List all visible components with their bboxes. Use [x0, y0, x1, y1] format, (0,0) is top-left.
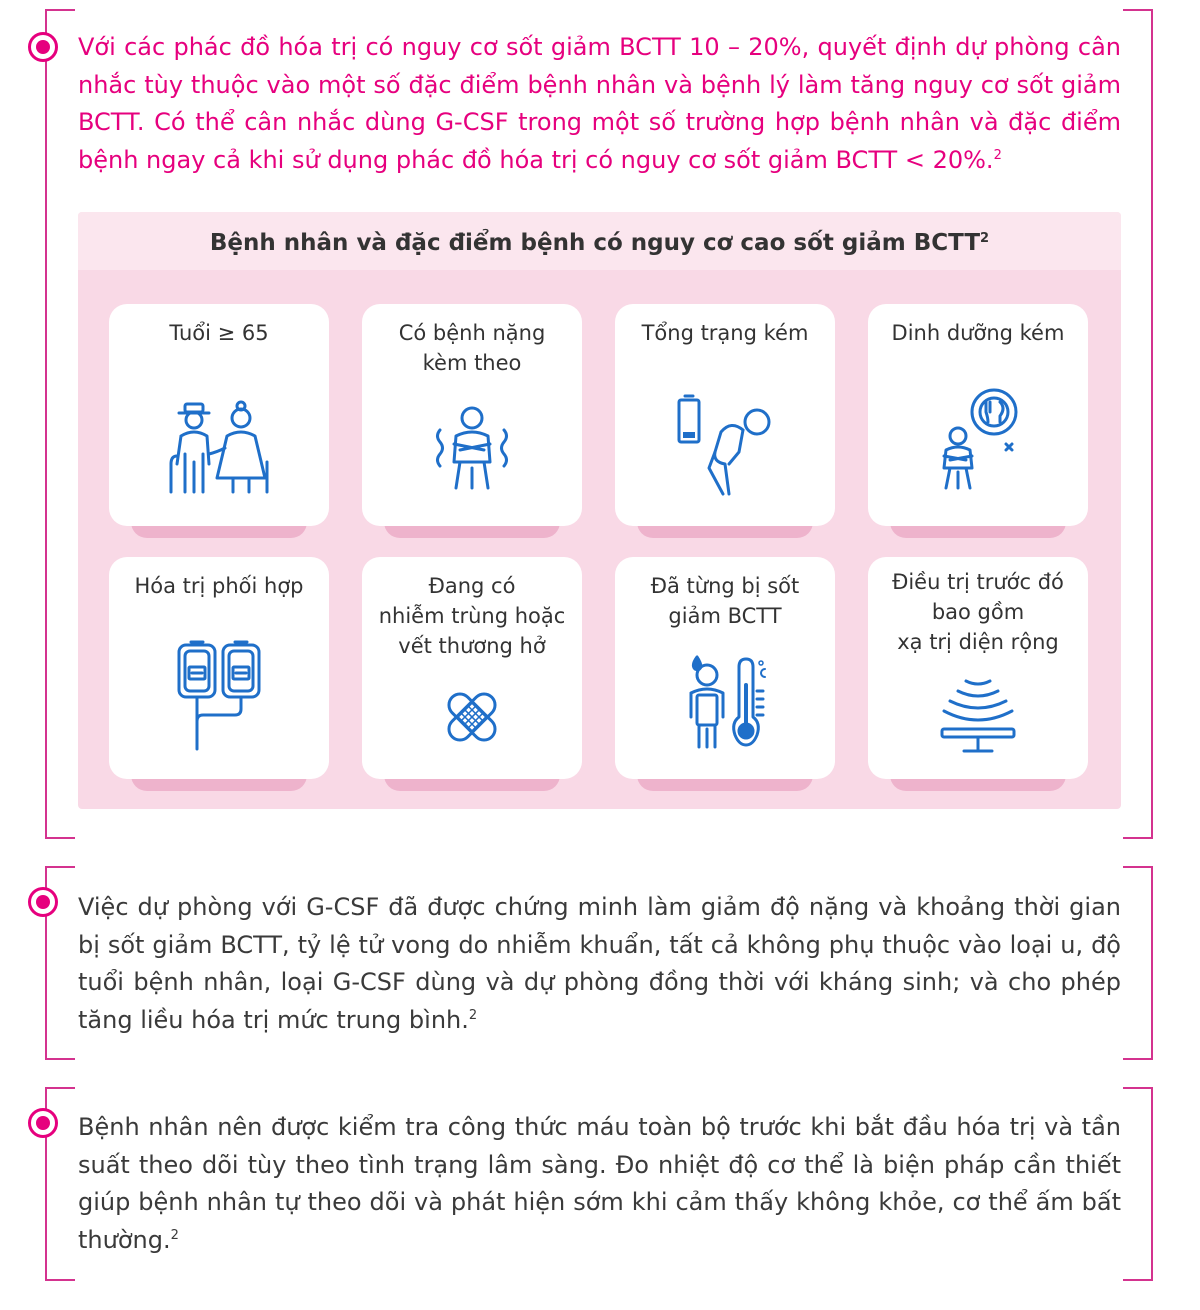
bullet-icon [28, 887, 58, 917]
reference-marker: 2 [170, 1227, 179, 1243]
risk-card-label: Đang có nhiễm trùng hoặc vết thương hở [378, 574, 566, 658]
risk-card-label: Tổng trạng kém [641, 321, 809, 345]
risk-card-infection [362, 557, 582, 779]
elderly-couple-icon [163, 396, 275, 496]
risk-card-label: Dinh dưỡng kém [891, 321, 1065, 345]
fever-thermometer-icon [681, 655, 769, 751]
risk-card-performance [615, 304, 835, 526]
risk-card-previous-fn [615, 557, 835, 779]
empty-plate-icon [936, 388, 1020, 492]
bandage-icon [442, 687, 502, 747]
risk-card-nutrition [868, 304, 1088, 526]
iv-bags-icon [177, 639, 261, 751]
reference-marker: 2 [993, 147, 1002, 163]
info-section-2 [45, 866, 1153, 1060]
shivering-person-icon [432, 404, 512, 494]
bullet-icon [28, 32, 58, 62]
risk-card-combo-chemo [109, 557, 329, 779]
low-battery-tired-person-icon [673, 390, 777, 500]
risk-card-age [109, 304, 329, 526]
reference-marker: 2 [468, 1007, 478, 1023]
reference-marker: 2 [980, 231, 990, 246]
bullet-icon [28, 1108, 58, 1138]
radiation-therapy-icon [938, 675, 1018, 755]
risk-card-label: Điều trị trước đó bao gồm xạ trị diện rộng [892, 570, 1064, 654]
section-1-text: Với các phác đồ hóa trị có nguy cơ sốt giảm BCTT 10 – 20%, quyết định dự phòng cân nhắc tùy thuộc vào một số đặc điểm bệnh nhân và bệnh lý làm tăng nguy cơ sốt giảm BCTT. Có thể cân nhắc dùng G-CSF trong một số trường hợp bệnh nhân và đặc điểm bệnh ngay cả khi sử dụng phác đồ hóa trị có nguy cơ sốt giảm BCTT < 20%.$^2$ [78, 33, 1121, 174]
section-2-text: Việc dự phòng với G-CSF đã được chứng minh làm giảm độ nặng và khoảng thời gian bị sốt giảm BCTT, tỷ lệ tử vong do nhiễm khuẩn, tất cả không phụ thuộc vào loại u, độ tuổi bệnh nhân, loại G-CSF dùng và dự phòng đồng thời với kháng sinh; và cho phép tăng liều hóa trị mức trung bình.$^2$ [78, 893, 1121, 1034]
info-section-3 [45, 1087, 1153, 1281]
info-section-1 [45, 9, 1153, 839]
risk-card-label: Đã từng bị sốt giảm BCTT [650, 574, 800, 628]
risk-card-label: Hóa trị phối hợp [134, 574, 304, 598]
risk-card-radiotherapy [868, 557, 1088, 779]
risk-card-label: Tuổi ≥ 65 [169, 321, 269, 345]
risk-card-comorbidity [362, 304, 582, 526]
panel-title: Bệnh nhân và đặc điểm bệnh có nguy cơ cao sốt giảm BCTT$^2$ [209, 230, 990, 256]
section-3-text: Bệnh nhân nên được kiểm tra công thức máu toàn bộ trước khi bắt đầu hóa trị và tần suất theo dõi tùy theo tình trạng lâm sàng. Đo nhiệt độ cơ thể là biện pháp cần thiết giúp bệnh nhân tự theo dõi và phát hiện sớm khi cảm thấy không khỏe, cơ thể ấm bất thường.$^2$ [78, 1113, 1121, 1254]
risk-factors-panel [78, 212, 1121, 809]
risk-card-label: Có bệnh nặng kèm theo [398, 321, 546, 375]
